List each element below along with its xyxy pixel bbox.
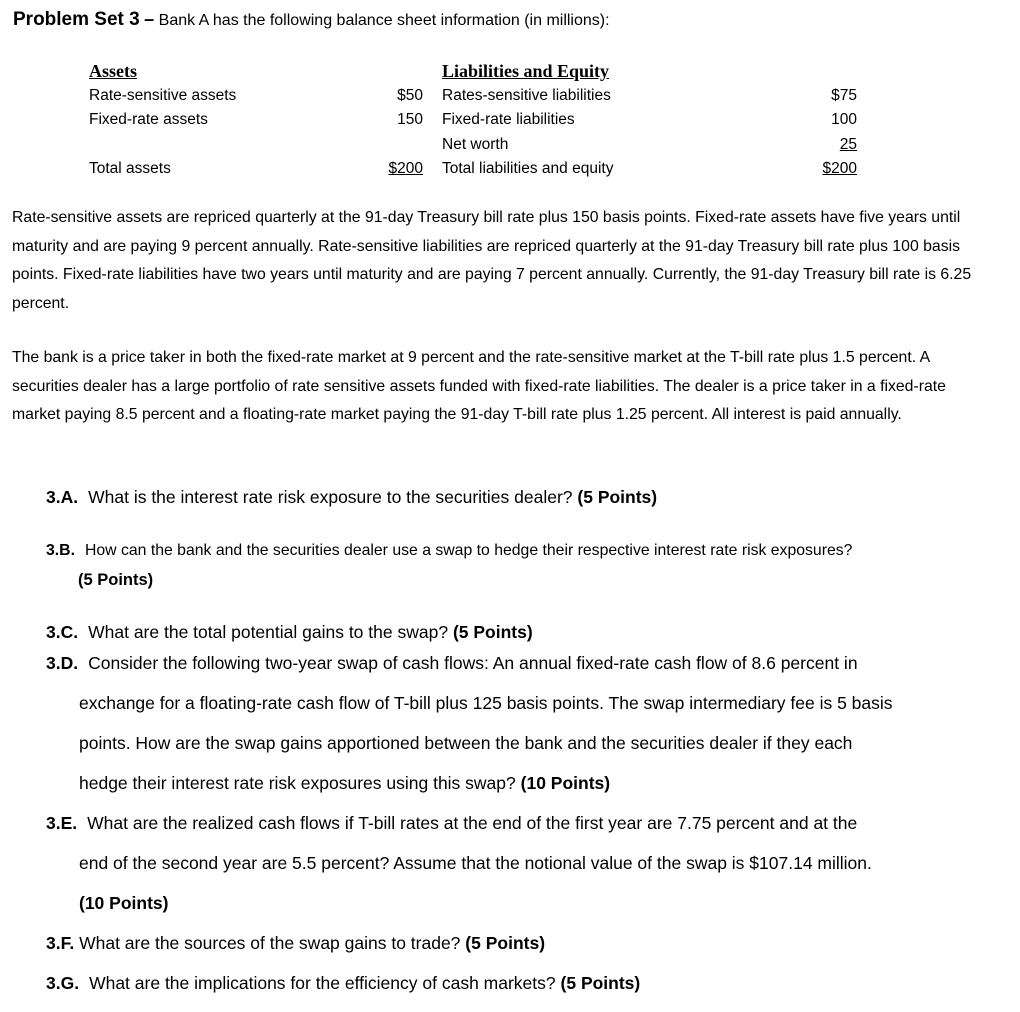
liabilities-header: Liabilities and Equity xyxy=(442,61,610,81)
question-3e xyxy=(46,813,857,834)
question-label: 3.G. xyxy=(46,973,80,993)
question-3b-points xyxy=(78,571,153,590)
question-3d-line2: exchange for a floating-rate cash flow of T-bill plus 125 basis points. The swap intermediary fee is 5 basis xyxy=(79,693,893,713)
asset-label: Fixed-rate assets xyxy=(89,111,208,128)
assets-header: Assets xyxy=(89,61,137,81)
question-label: 3.B. xyxy=(46,542,75,559)
question-3e-points xyxy=(79,893,168,914)
total-assets-value: $200 xyxy=(388,160,423,177)
question-text: What are the sources of the swap gains to trade? xyxy=(79,933,461,953)
question-label: 3.D. xyxy=(46,653,79,673)
question-text: What is the interest rate risk exposure to the securities dealer? xyxy=(88,487,573,507)
paragraph-dealer: The bank is a price taker in both the fixed-rate market at 9 percent and the rate-sensitive market at the T-bill rate plus 1.5 percent. A securities dealer has a large portfolio of rate sensitive assets funded with fixed-rate liabilities. The dealer is a price taker in a fixed-rate market paying 8.5 percent and a floating-rate market paying the 91-day T-bill rate plus 1.25 percent. All interest is paid annually. xyxy=(12,349,946,423)
question-3f xyxy=(46,933,545,954)
question-points: (5 Points) xyxy=(465,933,546,953)
total-liabilities-value: $200 xyxy=(822,160,857,177)
liability-label: Fixed-rate liabilities xyxy=(442,111,575,128)
question-3d xyxy=(46,653,858,674)
title-dash: – xyxy=(144,9,155,29)
asset-value: 150 xyxy=(397,111,423,128)
page-title xyxy=(13,9,610,31)
liability-value: $75 xyxy=(831,87,857,104)
question-label: 3.C. xyxy=(46,622,79,642)
question-points: (5 Points) xyxy=(577,487,658,507)
question-points: (5 Points) xyxy=(78,571,154,589)
question-3g xyxy=(46,973,640,994)
asset-value: $50 xyxy=(397,87,423,104)
total-liabilities-label: Total liabilities and equity xyxy=(442,160,614,177)
question-label: 3.F. xyxy=(46,933,75,953)
question-3d-line3: points. How are the swap gains apportioned between the bank and the securities dealer if they each xyxy=(79,733,853,753)
question-3c xyxy=(46,622,533,643)
question-3e-line2: end of the second year are 5.5 percent? Assume that the notional value of the swap is $107.14 million. xyxy=(79,853,872,873)
question-points: (10 Points) xyxy=(520,773,611,793)
question-3a xyxy=(46,487,657,508)
title-description: Bank A has the following balance sheet information (in millions): xyxy=(158,12,610,29)
question-text-line: hedge their interest rate risk exposures using this swap? xyxy=(79,773,516,793)
paragraph-bank-rates: Rate-sensitive assets are repriced quarterly at the 91-day Treasury bill rate plus 150 basis points. Fixed-rate assets have five years until maturity and are paying 9 percent annually. Rate-sensitive liabilities are repriced quarterly at the 91-day Treasury bill rate plus 100 basis points. Fixed-rate liabilities have two years until maturity and are paying 7 percent annually. Currently, the 91-day Treasury bill rate is 6.25 percent. xyxy=(12,209,972,312)
question-points: (10 Points) xyxy=(79,893,169,913)
question-3d-line4 xyxy=(79,773,610,794)
liability-label: Rates-sensitive liabilities xyxy=(442,87,611,104)
liability-value: 100 xyxy=(831,111,857,128)
liability-value: 25 xyxy=(839,136,857,153)
question-label: 3.A. xyxy=(46,487,79,507)
question-points: (5 Points) xyxy=(560,973,641,993)
question-3b xyxy=(46,542,852,560)
problem-set-label: Problem Set 3 xyxy=(13,9,140,30)
liability-label: Net worth xyxy=(442,136,509,153)
question-text-line: What are the realized cash flows if T-bill rates at the end of the first year are 7.75 percent and at the xyxy=(87,813,858,833)
question-text: What are the implications for the efficiency of cash markets? xyxy=(89,973,556,993)
question-points: (5 Points) xyxy=(452,622,533,642)
question-label: 3.E. xyxy=(46,813,78,833)
question-text-line: Consider the following two-year swap of cash flows: An annual fixed-rate cash flow of 8.6 percent in xyxy=(88,653,858,673)
question-text: What are the total potential gains to the swap? xyxy=(88,622,449,642)
total-assets-label: Total assets xyxy=(89,160,171,177)
asset-label: Rate-sensitive assets xyxy=(89,87,237,104)
question-text: How can the bank and the securities dealer use a swap to hedge their respective interest rate risk exposures? xyxy=(84,542,853,559)
